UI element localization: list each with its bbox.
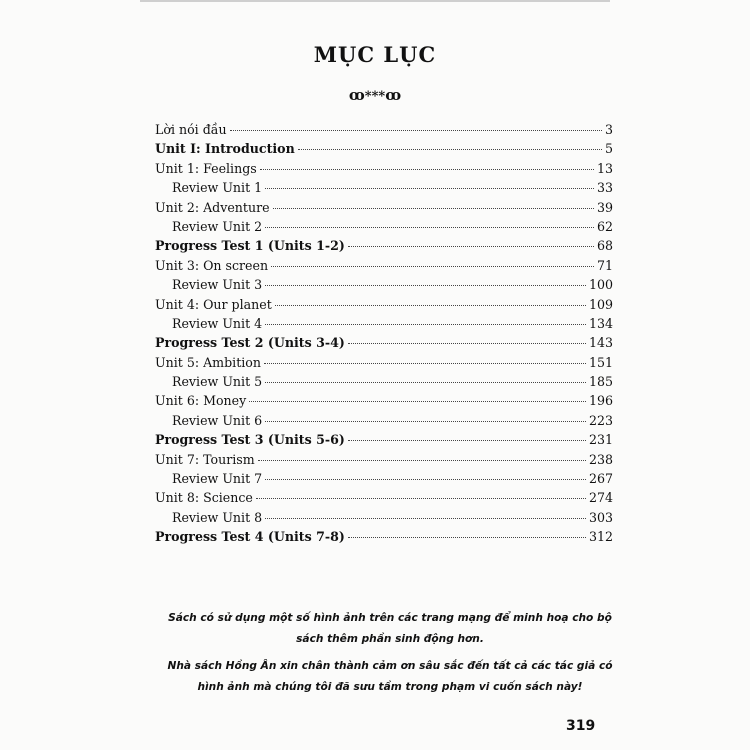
dot-leader: [298, 148, 602, 150]
toc-entry: [155, 372, 613, 391]
dot-leader: [265, 517, 586, 519]
toc-entry: [155, 333, 613, 352]
toc-entry: [155, 391, 613, 410]
toc-entry-label: Unit 7: Tourism: [155, 451, 255, 467]
top-edge-line: [140, 0, 610, 2]
toc-entry-label: Review Unit 1: [172, 180, 263, 196]
toc-entry: [155, 159, 613, 178]
toc-entry-label: Progress Test 3 (Units 5-6): [155, 432, 345, 448]
toc-entry: [155, 488, 613, 507]
toc-entry: [155, 411, 613, 430]
toc-entry-page: 312: [588, 529, 613, 545]
toc-entry: [155, 217, 613, 236]
image-credit-note: Sách có sử dụng một số hình ảnh trên các trang mạng để minh hoạ cho bộ sách thêm phần sinh động hơn.: [168, 612, 612, 645]
toc-entry-label: Review Unit 8: [172, 509, 263, 525]
toc-entry: [155, 198, 613, 217]
dot-leader: [258, 459, 586, 461]
toc-entry-label: Review Unit 4: [172, 315, 263, 331]
dot-leader: [348, 245, 594, 247]
toc-entry: [155, 178, 613, 197]
toc-entry-label: Unit 2: Adventure: [155, 199, 270, 215]
toc-entry-label: Unit 5: Ambition: [155, 354, 261, 370]
toc-entry: [155, 450, 613, 469]
toc-entry: [155, 139, 613, 158]
toc-entry-label: Review Unit 6: [172, 412, 263, 428]
table-of-contents: [155, 120, 613, 547]
toc-entry: [155, 236, 613, 255]
toc-entry-page: 68: [596, 238, 613, 254]
toc-entry-label: Progress Test 4 (Units 7-8): [155, 529, 345, 545]
dot-leader: [348, 342, 586, 344]
toc-entry-label: Lời nói đầu: [155, 122, 227, 137]
toc-entry-page: 231: [588, 432, 613, 448]
dot-leader: [256, 497, 586, 499]
dot-leader: [265, 381, 586, 383]
dot-leader: [265, 323, 586, 325]
dot-leader: [249, 400, 586, 402]
toc-entry-page: 3: [604, 122, 613, 137]
toc-entry: [155, 295, 613, 314]
toc-entry-page: 223: [588, 412, 613, 428]
toc-entry-page: 71: [596, 257, 613, 273]
toc-entry: [155, 256, 613, 275]
dot-leader: [273, 207, 594, 209]
thanks-note: Nhà sách Hồng Ân xin chân thành cảm ơn sâu sắc đến tất cả các tác giả có hình ảnh mà chúng tôi đã sưu tầm trong phạm vi cuốn sách này!: [167, 660, 613, 693]
toc-entry-label: Unit 4: Our planet: [155, 296, 272, 312]
dot-leader: [275, 304, 586, 306]
dot-leader: [271, 265, 594, 267]
dot-leader: [265, 187, 594, 189]
toc-entry-page: 267: [588, 471, 613, 487]
toc-entry: [155, 275, 613, 294]
ornament-stars: ***: [364, 89, 386, 104]
toc-entry-page: 151: [588, 354, 613, 370]
toc-entry-label: Progress Test 1 (Units 1-2): [155, 238, 345, 254]
page-number: 319: [566, 718, 596, 734]
toc-entry-label: Review Unit 2: [172, 218, 263, 234]
toc-entry-page: 33: [596, 180, 613, 196]
toc-entry-page: 143: [588, 335, 613, 351]
toc-entry-page: 39: [596, 199, 613, 215]
toc-entry-page: 100: [588, 277, 613, 293]
dot-leader: [264, 362, 586, 364]
toc-entry: [155, 314, 613, 333]
toc-entry-label: Unit I: Introduction: [155, 141, 295, 157]
toc-entry: [155, 508, 613, 527]
dot-leader: [265, 478, 586, 480]
left-flourish-icon: ꝏ: [348, 86, 365, 104]
toc-entry-page: 274: [588, 490, 613, 506]
page-title: MỤC LỤC: [313, 42, 437, 67]
toc-entry-page: 5: [604, 141, 613, 157]
toc-entry: [155, 527, 613, 546]
dot-leader: [265, 420, 586, 422]
toc-entry-label: Unit 1: Feelings: [155, 160, 257, 176]
toc-entry: [155, 353, 613, 372]
toc-entry: [155, 469, 613, 488]
toc-entry-label: Unit 6: Money: [155, 393, 247, 409]
dot-leader: [260, 168, 594, 170]
toc-entry-page: 238: [588, 451, 613, 467]
dot-leader: [265, 226, 594, 228]
toc-entry-label: Review Unit 7: [172, 471, 263, 487]
toc-entry-page: 303: [588, 509, 613, 525]
dot-leader: [348, 536, 586, 538]
toc-entry-page: 13: [596, 160, 613, 176]
right-flourish-icon: ꝏ: [385, 86, 402, 104]
toc-entry-page: 134: [588, 315, 613, 331]
toc-entry-label: Review Unit 5: [172, 374, 263, 390]
toc-entry-page: 185: [588, 374, 613, 390]
toc-entry-page: 62: [596, 218, 613, 234]
dot-leader: [265, 284, 586, 286]
toc-entry-label: Unit 8: Science: [155, 490, 253, 506]
toc-entry-label: Unit 3: On screen: [155, 257, 269, 273]
toc-entry-label: Review Unit 3: [172, 277, 263, 293]
toc-entry: [155, 430, 613, 449]
toc-entry-label: Progress Test 2 (Units 3-4): [155, 335, 345, 351]
toc-entry: [155, 120, 613, 139]
toc-entry-page: 196: [588, 393, 613, 409]
dot-leader: [230, 129, 602, 131]
dot-leader: [348, 439, 586, 441]
toc-entry-page: 109: [588, 296, 613, 312]
title-ornament: [0, 86, 750, 104]
